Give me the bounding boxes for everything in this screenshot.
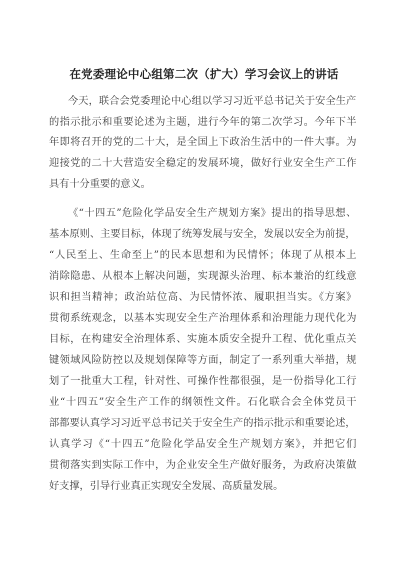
- paragraph-2-line-10: 业“十四五”安全生产工作的纲领性文件。石化联合会全体党员干: [49, 397, 358, 408]
- paragraph-2-line-6: 贯彻系统观念，以基本实现安全生产治理体系和治理能力现代化为: [49, 313, 357, 324]
- paragraph-2-line-8: 键领域风险防控以及规划保障等方面，制定了一系列重大举措，规: [49, 355, 357, 366]
- paragraph-2-line-12: 认真学习《“十四五”危险化学品安全生产规划方案》，并把它们: [49, 439, 358, 450]
- paragraph-2-line-2: 基本原则、主要目标，体现了统筹发展与安全，发展以安全为前提，: [49, 229, 356, 240]
- paragraph-1-line-5: 具有十分重要的意义。: [49, 179, 151, 190]
- paragraph-2-line-13: 贯彻落实到实际工作中，为企业安全生产做好服务，为政府决策做: [49, 460, 357, 471]
- paragraph-2-line-7: 目标，在构建安全治理体系、实施本质安全提升工程、优化重点关: [49, 334, 357, 345]
- paragraph-1-line-4: 迎接党的二十大营造安全稳定的发展环境，做好行业安全生产工作: [49, 158, 357, 169]
- paragraph-2-line-11: 部都要认真学习习近平总书记关于安全生产的指示批示和重要论述，: [49, 418, 356, 429]
- paragraph-2-line-4: 消除隐患、从根本上解决问题，实现源头治理、标本兼治的红线意: [49, 271, 357, 282]
- paragraph-1-line-3: 年即将召开的党的二十大，是全国上下政治生活中的一件大事。为: [49, 137, 357, 148]
- paragraph-2-line-3: “人民至上、生命至上”的民本思想和为民情怀；体现了从根本上: [49, 250, 358, 261]
- paragraph-2-line-1: 《“十四五”危险化学品安全生产规划方案》提出的指导思想、: [68, 208, 357, 219]
- paragraph-2-line-14: 好支撑，引导行业真正实现安全发展、高质量发展。: [49, 481, 284, 492]
- paragraph-1-line-2: 的指示批示和重要论述为主题，进行今年的第二次学习。今年下半: [49, 117, 357, 128]
- paragraph-1-line-1: 今天，联合会党委理论中心组以学习习近平总书记关于安全生产: [68, 96, 357, 107]
- paragraph-2-line-9: 划了一批重大工程，针对性、可操作性都很强，是一份指导化工行: [49, 376, 357, 387]
- paragraph-2-line-5: 识和担当精神；政治站位高、为民情怀浓、履职担当实。《方案》: [49, 292, 357, 303]
- document-title: 在党委理论中心组第二次（扩大）学习会议上的讲话: [69, 67, 339, 81]
